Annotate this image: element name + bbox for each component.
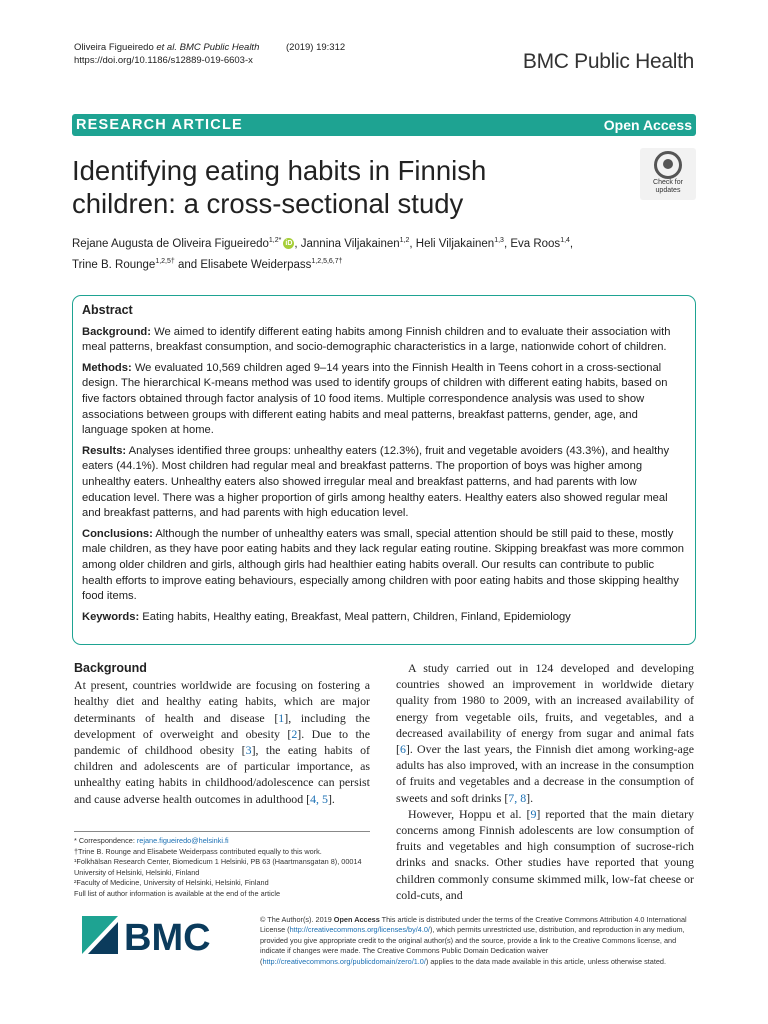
author-name[interactable]: and Elisabete Weiderpass: [174, 258, 312, 271]
body-right-column: [396, 660, 694, 903]
citation-link[interactable]: 2: [291, 726, 298, 741]
license-statement: © The Author(s). 2019 Open Access This article is distributed under the terms of the Creative Commons Attribution 4.0 International License (http://creativecommons.org/licenses/by/4.0/), which permits unrestricted use, distribution, and reproduction in any medium, provided you give appropriate credit to the original author(s) and the source, provide a link to the Creative Commons license, and indicate if changes were made. The Creative Commons Public Domain Dedication waiver (http://creativecommons.org/publicdomain/zero/1.0/) applies to the data made available in this article, unless otherwise stated.: [260, 915, 687, 966]
header-year-volume: (2019) 19:312: [286, 42, 346, 53]
body-left-column: [74, 660, 370, 807]
author-info-note: Full list of author information is available at the end of the article: [74, 888, 281, 898]
header-doi[interactable]: https://doi.org/10.1186/s12889-019-6603-x: [74, 55, 253, 66]
abstract-methods: Methods: We evaluated 10,569 children aged 9–14 years into the Finnish Health in Teens cohort in a cross-sectional design. The hierarchical K-means method was used to identify groups of children with different eating habits, based on five factors obtained through factor analysis of 10 food items. Multiple correspondence analysis was used to show associations between groups with different eating habits and meal patterns, breakfast patterns, gender, age, and language spoken at home.: [82, 361, 668, 437]
author-name[interactable]: , Jannina Viljakainen: [294, 237, 400, 250]
author-name[interactable]: Trine B. Rounge: [72, 258, 156, 271]
body-paragraph: However, Hoppu et al. [9] reported that the main dietary concerns among Finnish adolescents are low consumption of fruits and vegetables and high consumption of sucrose-rich drinks and snacks. Other studies have reported that young children commonly consume skimmed milk, low-fat cheese or cold-cuts, and: [396, 806, 694, 902]
correspondence-note: * Correspondence: rejane.figueiredo@helsinki.fi: [74, 836, 229, 845]
citation-link[interactable]: 7, 8: [508, 790, 527, 805]
article-header-meta: [74, 41, 351, 67]
section-heading: Background: [74, 661, 147, 675]
abstract-background: Background: We aimed to identify different eating habits among Finnish children and to evaluate their association with meal patterns, breakfast consumption, and socio-demographic characteristics in a large, nationwide cohort of children.: [82, 325, 671, 354]
citation-link[interactable]: 9: [530, 806, 537, 821]
author-name[interactable]: Rejane Augusta de Oliveira Figueiredo: [72, 237, 269, 250]
check-for-updates-button[interactable]: Check for updates: [640, 148, 696, 200]
author-name[interactable]: , Heli Viljakainen: [409, 237, 495, 250]
article-type: RESEARCH ARTICLE: [76, 117, 243, 133]
abstract-conclusions: Conclusions: Although the number of unhealthy eaters was small, special attention should be still paid to these, mostly male children, as they have poor eating habits and they lack regular eating routine. Skipping breakfast was more common among older children and girls, although girls had healthier eating habits overall. Our results can contribute to public health efforts to improve eating behaviours, especially among children with poor eating habits and those skipping healthy food items.: [82, 527, 684, 603]
footnotes: [74, 831, 370, 899]
citation-link[interactable]: 3: [245, 743, 252, 758]
citation-link[interactable]: 1: [278, 710, 285, 725]
citation-link[interactable]: 6: [399, 742, 406, 757]
correspondence-email-link[interactable]: rejane.figueiredo@helsinki.fi: [136, 836, 229, 845]
header-authors: Oliveira Figueiredo et al. BMC Public Health: [74, 42, 260, 53]
orcid-icon[interactable]: iD: [285, 240, 293, 248]
affiliation-1: ¹Folkhälsan Research Center, Biomedicum 1 Helsinki, PB 63 (Haartmansgatan 8), 00014 University of Helsinki, Helsinki, Finland: [74, 857, 362, 877]
abstract-box: [72, 295, 696, 645]
article-type-banner: [72, 114, 696, 136]
bmc-logo: [80, 910, 230, 960]
public-domain-link[interactable]: http://creativecommons.org/publicdomain/zero/1.0/: [262, 956, 426, 966]
body-paragraph: A study carried out in 124 developed and developing countries showed an improvement in worldwide dietary quality from 1980 to 2009, with an increased availability of energy from vegetable oils, fruits, and vegetables, and a decreased availability of energy from sugar and animal fats [6]. Over the last years, the Finnish diet among working-age adults has also improved, with an increase in the consumption of fruits and vegetables and a decrease in the consumption of sweets and soft drinks [7, 8].: [396, 661, 694, 805]
license-link[interactable]: http://creativecommons.org/licenses/by/4.0/: [289, 925, 430, 935]
body-paragraph: At present, countries worldwide are focusing on fostering a healthy diet and healthy eating habits, which are major determinants of health and disease [1], including the development of overweight and obesity [2]. Due to the pandemic of childhood obesity [3], the eating habits of children and adolescents are of particular importance, as unhealthy eating habits in childhood/adolescence can persist and cause adverse health outcomes in adulthood [4, 5].: [74, 678, 371, 806]
check-updates-icon: [654, 151, 682, 179]
journal-brand: BMC Public Health: [522, 50, 694, 73]
abstract-results: Results: Analyses identified three groups: unhealthy eaters (12.3%), fruit and vegetable avoiders (43.3%), and healthy eaters (44.1%). Most children had regular meal and breakfast patterns. The proportion of boys was higher among unhealthy eaters. Unhealthy eaters also showed irregular meal and breakfast patterns, and had parents with low education level. There was a higher proportion of girls among healthy eaters. Healthy eaters also showed regular meal and breakfast patterns, and had parents with high education level.: [82, 444, 670, 520]
affiliation-2: ²Faculty of Medicine, University of Helsinki, Helsinki, Finland: [74, 878, 269, 887]
author-name[interactable]: , Eva Roos: [503, 237, 561, 250]
equal-contribution-note: †Trine B. Rounge and Elisabete Weiderpass contributed equally to this work.: [74, 846, 322, 856]
citation-link[interactable]: 4, 5: [310, 791, 328, 806]
author-list: Rejane Augusta de Oliveira Figueiredo$^{1,2*}$ iD , Jannina Viljakainen$^{1,2}$, Heli Viljakainen$^{1,3}$, Eva Roos$^{1,4}$, Trine B. Rounge$^{1,2,5\dagger}$ and Elisabete Weiderpass$^{1,2,5,6,7\dagger}$: [72, 237, 574, 271]
abstract-keywords: Keywords: Eating habits, Healthy eating, Breakfast, Meal pattern, Children, Finland, Epidemiology: [82, 610, 571, 623]
article-title: Identifying eating habits in Finnish children: a cross-sectional study: [72, 155, 487, 219]
open-access-label: Open Access: [603, 117, 692, 133]
bmc-logo-text: BMC: [124, 917, 211, 959]
abstract-heading: Abstract: [82, 303, 133, 317]
